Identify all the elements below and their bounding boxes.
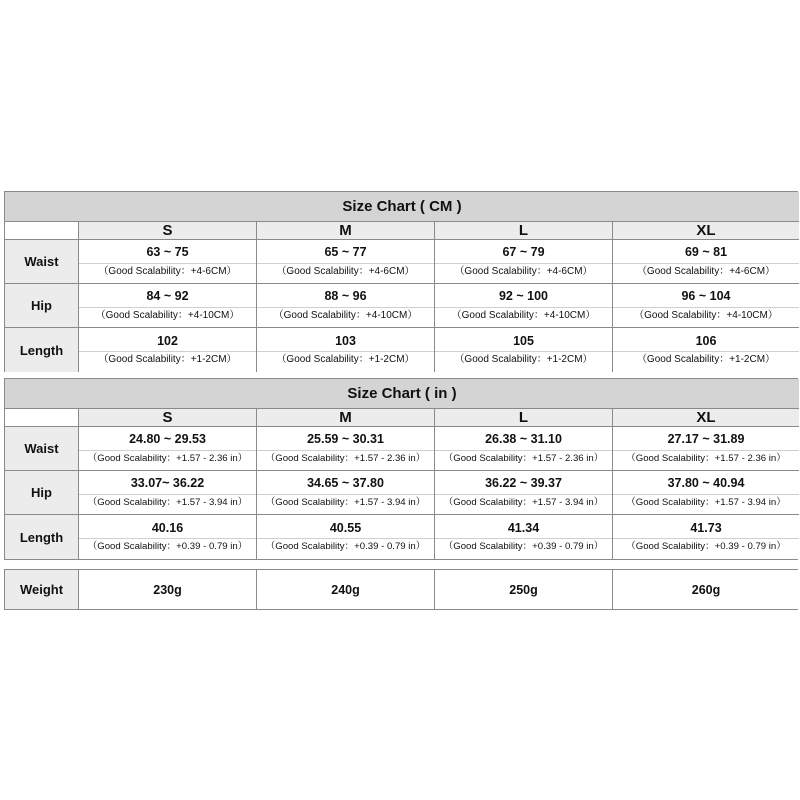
- cell-note: （Good Scalability：+0.39 - 0.79 in）: [79, 538, 256, 553]
- cell-note: （Good Scalability：+4-10CM）: [435, 307, 612, 322]
- size-header-m: M: [257, 222, 435, 240]
- cell-value: 103: [335, 333, 356, 348]
- cell-note: （Good Scalability：+4-10CM）: [257, 307, 434, 322]
- cell-value: 41.73: [690, 520, 722, 535]
- cell-value: 40.16: [151, 520, 184, 535]
- size-header-l: L: [435, 222, 613, 240]
- table-cell: [613, 328, 799, 372]
- cell-value: 27.17 ~ 31.89: [667, 432, 745, 447]
- table-cell: [435, 328, 613, 372]
- weight-value: 250g: [435, 570, 613, 609]
- cell-note: （Good Scalability：+0.39 - 0.79 in）: [435, 538, 612, 553]
- size-chart-in: [4, 378, 798, 560]
- cell-note: （Good Scalability：+1.57 - 2.36 in）: [257, 450, 434, 465]
- cell-value: 102: [157, 333, 178, 348]
- cell-note: （Good Scalability：+4-10CM）: [79, 307, 256, 322]
- table-cell: [613, 471, 799, 515]
- cell-value: 105: [513, 333, 534, 348]
- size-header-xl: XL: [613, 409, 799, 427]
- table-cell: [79, 284, 257, 328]
- cell-note: （Good Scalability：+1.57 - 3.94 in）: [79, 494, 256, 509]
- cell-note: （Good Scalability：+1-2CM）: [257, 351, 434, 366]
- cell-value: 88 ~ 96: [324, 289, 367, 304]
- table-cell: [435, 240, 613, 284]
- table-cell: [79, 471, 257, 515]
- cell-note: （Good Scalability：+4-10CM）: [613, 307, 799, 322]
- row-label-waist: Waist: [5, 240, 79, 284]
- cell-value: 40.55: [329, 520, 362, 535]
- size-header-l: L: [435, 409, 613, 427]
- table-cell: [257, 284, 435, 328]
- weight-value: 240g: [257, 570, 435, 609]
- size-header-xl: XL: [613, 222, 799, 240]
- weight-value: 260g: [613, 570, 799, 609]
- size-header-m: M: [257, 409, 435, 427]
- size-chart-cm-title: Size Chart ( CM ): [5, 192, 799, 222]
- cell-note: （Good Scalability：+1.57 - 2.36 in）: [613, 450, 799, 465]
- cell-value: 69 ~ 81: [684, 245, 728, 260]
- table-cell: [613, 284, 799, 328]
- table-cell: [613, 427, 799, 471]
- table-cell: [257, 515, 435, 559]
- cell-note: （Good Scalability：+4-6CM）: [79, 263, 256, 278]
- cell-note: （Good Scalability：+1.57 - 2.36 in）: [435, 450, 612, 465]
- table-cell: [257, 427, 435, 471]
- row-label-waist: Waist: [5, 427, 79, 471]
- weight-table: [4, 569, 798, 610]
- cell-value: 92 ~ 100: [498, 289, 548, 304]
- size-chart-cm: [4, 191, 798, 372]
- table-cell: [435, 515, 613, 559]
- cell-note: （Good Scalability：+1-2CM）: [613, 351, 799, 366]
- header-corner: [5, 409, 79, 427]
- cell-note: （Good Scalability：+1.57 - 3.94 in）: [613, 494, 799, 509]
- table-cell: [79, 240, 257, 284]
- cell-value: 41.34: [507, 520, 540, 535]
- cell-note: （Good Scalability：+4-6CM）: [435, 263, 612, 278]
- cell-value: 25.59 ~ 30.31: [307, 432, 384, 447]
- cell-value: 36.22 ~ 39.37: [485, 476, 562, 491]
- row-label-weight: Weight: [5, 570, 79, 609]
- size-header-s: S: [79, 409, 257, 427]
- cell-value: 24.80 ~ 29.53: [129, 432, 206, 447]
- cell-value: 106: [695, 333, 717, 348]
- cell-value: 26.38 ~ 31.10: [485, 432, 562, 447]
- cell-value: 96 ~ 104: [681, 289, 731, 304]
- cell-value: 34.65 ~ 37.80: [307, 476, 384, 491]
- row-label-hip: Hip: [5, 284, 79, 328]
- table-cell: [613, 515, 799, 559]
- size-chart-in-title: Size Chart ( in ): [5, 379, 799, 409]
- table-cell: [79, 328, 257, 372]
- table-cell: [257, 240, 435, 284]
- table-cell: [257, 471, 435, 515]
- row-label-length: Length: [5, 328, 79, 372]
- table-cell: [257, 328, 435, 372]
- cell-note: （Good Scalability：+4-6CM）: [613, 263, 799, 278]
- cell-value: 63 ~ 75: [146, 245, 189, 260]
- row-label-hip: Hip: [5, 471, 79, 515]
- table-cell: [79, 515, 257, 559]
- weight-value: 230g: [79, 570, 257, 609]
- table-cell: [435, 427, 613, 471]
- cell-note: （Good Scalability：+1.57 - 2.36 in）: [79, 450, 256, 465]
- cell-value: 67 ~ 79: [502, 245, 545, 260]
- row-label-length: Length: [5, 515, 79, 559]
- table-cell: [435, 284, 613, 328]
- cell-value: 37.80 ~ 40.94: [667, 476, 745, 491]
- cell-note: （Good Scalability：+1.57 - 3.94 in）: [257, 494, 434, 509]
- table-cell: [613, 240, 799, 284]
- cell-value: 33.07~ 36.22: [130, 476, 205, 491]
- cell-note: （Good Scalability：+1-2CM）: [79, 351, 256, 366]
- cell-note: （Good Scalability：+0.39 - 0.79 in）: [613, 538, 799, 553]
- cell-value: 65 ~ 77: [324, 245, 367, 260]
- header-corner: [5, 222, 79, 240]
- cell-note: （Good Scalability：+1.57 - 3.94 in）: [435, 494, 612, 509]
- cell-note: （Good Scalability：+1-2CM）: [435, 351, 612, 366]
- table-cell: [435, 471, 613, 515]
- size-header-s: S: [79, 222, 257, 240]
- cell-value: 84 ~ 92: [146, 289, 189, 304]
- table-cell: [79, 427, 257, 471]
- cell-note: （Good Scalability：+0.39 - 0.79 in）: [257, 538, 434, 553]
- cell-note: （Good Scalability：+4-6CM）: [257, 263, 434, 278]
